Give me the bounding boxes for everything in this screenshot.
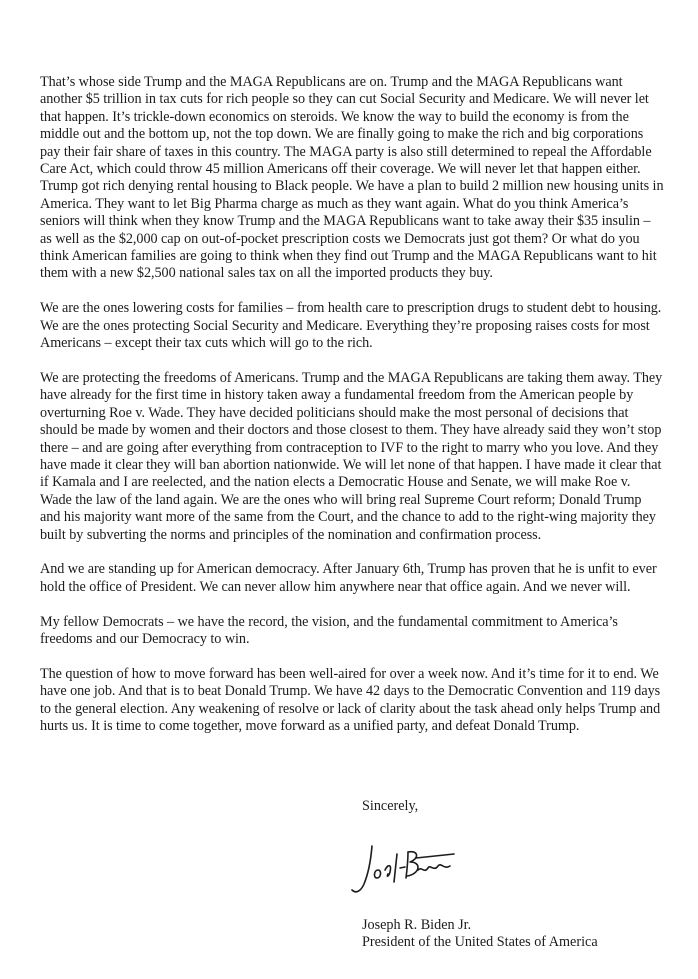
signer-title: President of the United States of America xyxy=(362,934,598,951)
letter-paragraph-4: And we are standing up for American democracy. After January 6th, Trump has proven that he is unfit to ever hold the office of President. We can never allow him anywhere near that office again. And we never will. xyxy=(40,561,657,595)
letter-paragraph-3: We are protecting the freedoms of Americans. Trump and the MAGA Republicans are taking them away. They have already for the first time in history taken away a fundamental freedom from the American people by overturning Roe v. Wade. They have decided politicians should make the most personal of decisions that should be made by women and their doctors and those closest to them. They have already said they won’t stop there – and are going after everything from contraception to IVF to the right to marry who you love. And they have made it clear they will ban abortion nationwide. We will let none of that happen. I have made it clear that if Kamala and I are reelected, and the nation elects a Democratic House and Senate, we will make Roe v. Wade the law of the land again. We are the ones who will bring real Supreme Court reform; Donald Trump and his majority want more of the same from the Court, and the chance to add to the right-wing majority they built by subverting the norms and principles of the nomination and confirmation process. xyxy=(40,369,663,543)
letter-paragraph-2: We are the ones lowering costs for families – from health care to prescription drugs to student debt to housing. We are the ones protecting Social Security and Medicare. Everything they’re proposing raises costs for most Americans – except their tax cuts which will go to the rich. xyxy=(40,300,662,352)
letter-paragraph-5: My fellow Democrats – we have the record, the vision, and the fundamental commitment to America’s freedoms and our Democracy to win. xyxy=(40,613,618,647)
closing-salutation: Sincerely, xyxy=(362,798,419,814)
letter-body xyxy=(40,74,665,753)
letter-paragraph-1: That’s whose side Trump and the MAGA Republicans are on. Trump and the MAGA Republicans want another $5 trillion in tax cuts for rich people so they can cut Social Security and Medicare. We will never let that happen. It’s trickle-down economics on steroids. We know the way to build the economy is from the middle out and the bottom up, not the top down. We are finally going to make the rich and big corporations pay their fair share of taxes in this country. The MAGA party is also still determined to repeal the Affordable Care Act, which could throw 45 million Americans off their coverage. We will never let that happen either. Trump got rich denying rental housing to Black people. We have a plan to build 2 million new housing units in America. They want to let Big Pharma charge as much as they want again. What do you think America’s seniors will think when they know Trump and the MAGA Republicans want to take away their $35 insulin – as well as the $2,000 cap on out-of-pocket prescription costs we Democrats just got them? Or what do you think American families are going to think when they find out Trump and the MAGA Republicans want to hit them with a new $2,500 national sales tax on all the imported products they buy. xyxy=(40,74,664,282)
signer-name: Joseph R. Biden Jr. xyxy=(362,917,472,933)
signature-block xyxy=(362,917,598,952)
handwritten-signature xyxy=(342,840,462,900)
letter-paragraph-6: The question of how to move forward has been well-aired for over a week now. And it’s time for it to end. We have one job. And that is to beat Donald Trump. We have 42 days to the Democratic Convention and 119 days to the general election. Any weakening of resolve or lack of clarity about the task ahead only helps Trump and hurts us. It is time to come together, move forward as a unified party, and defeat Donald Trump. xyxy=(40,665,661,734)
